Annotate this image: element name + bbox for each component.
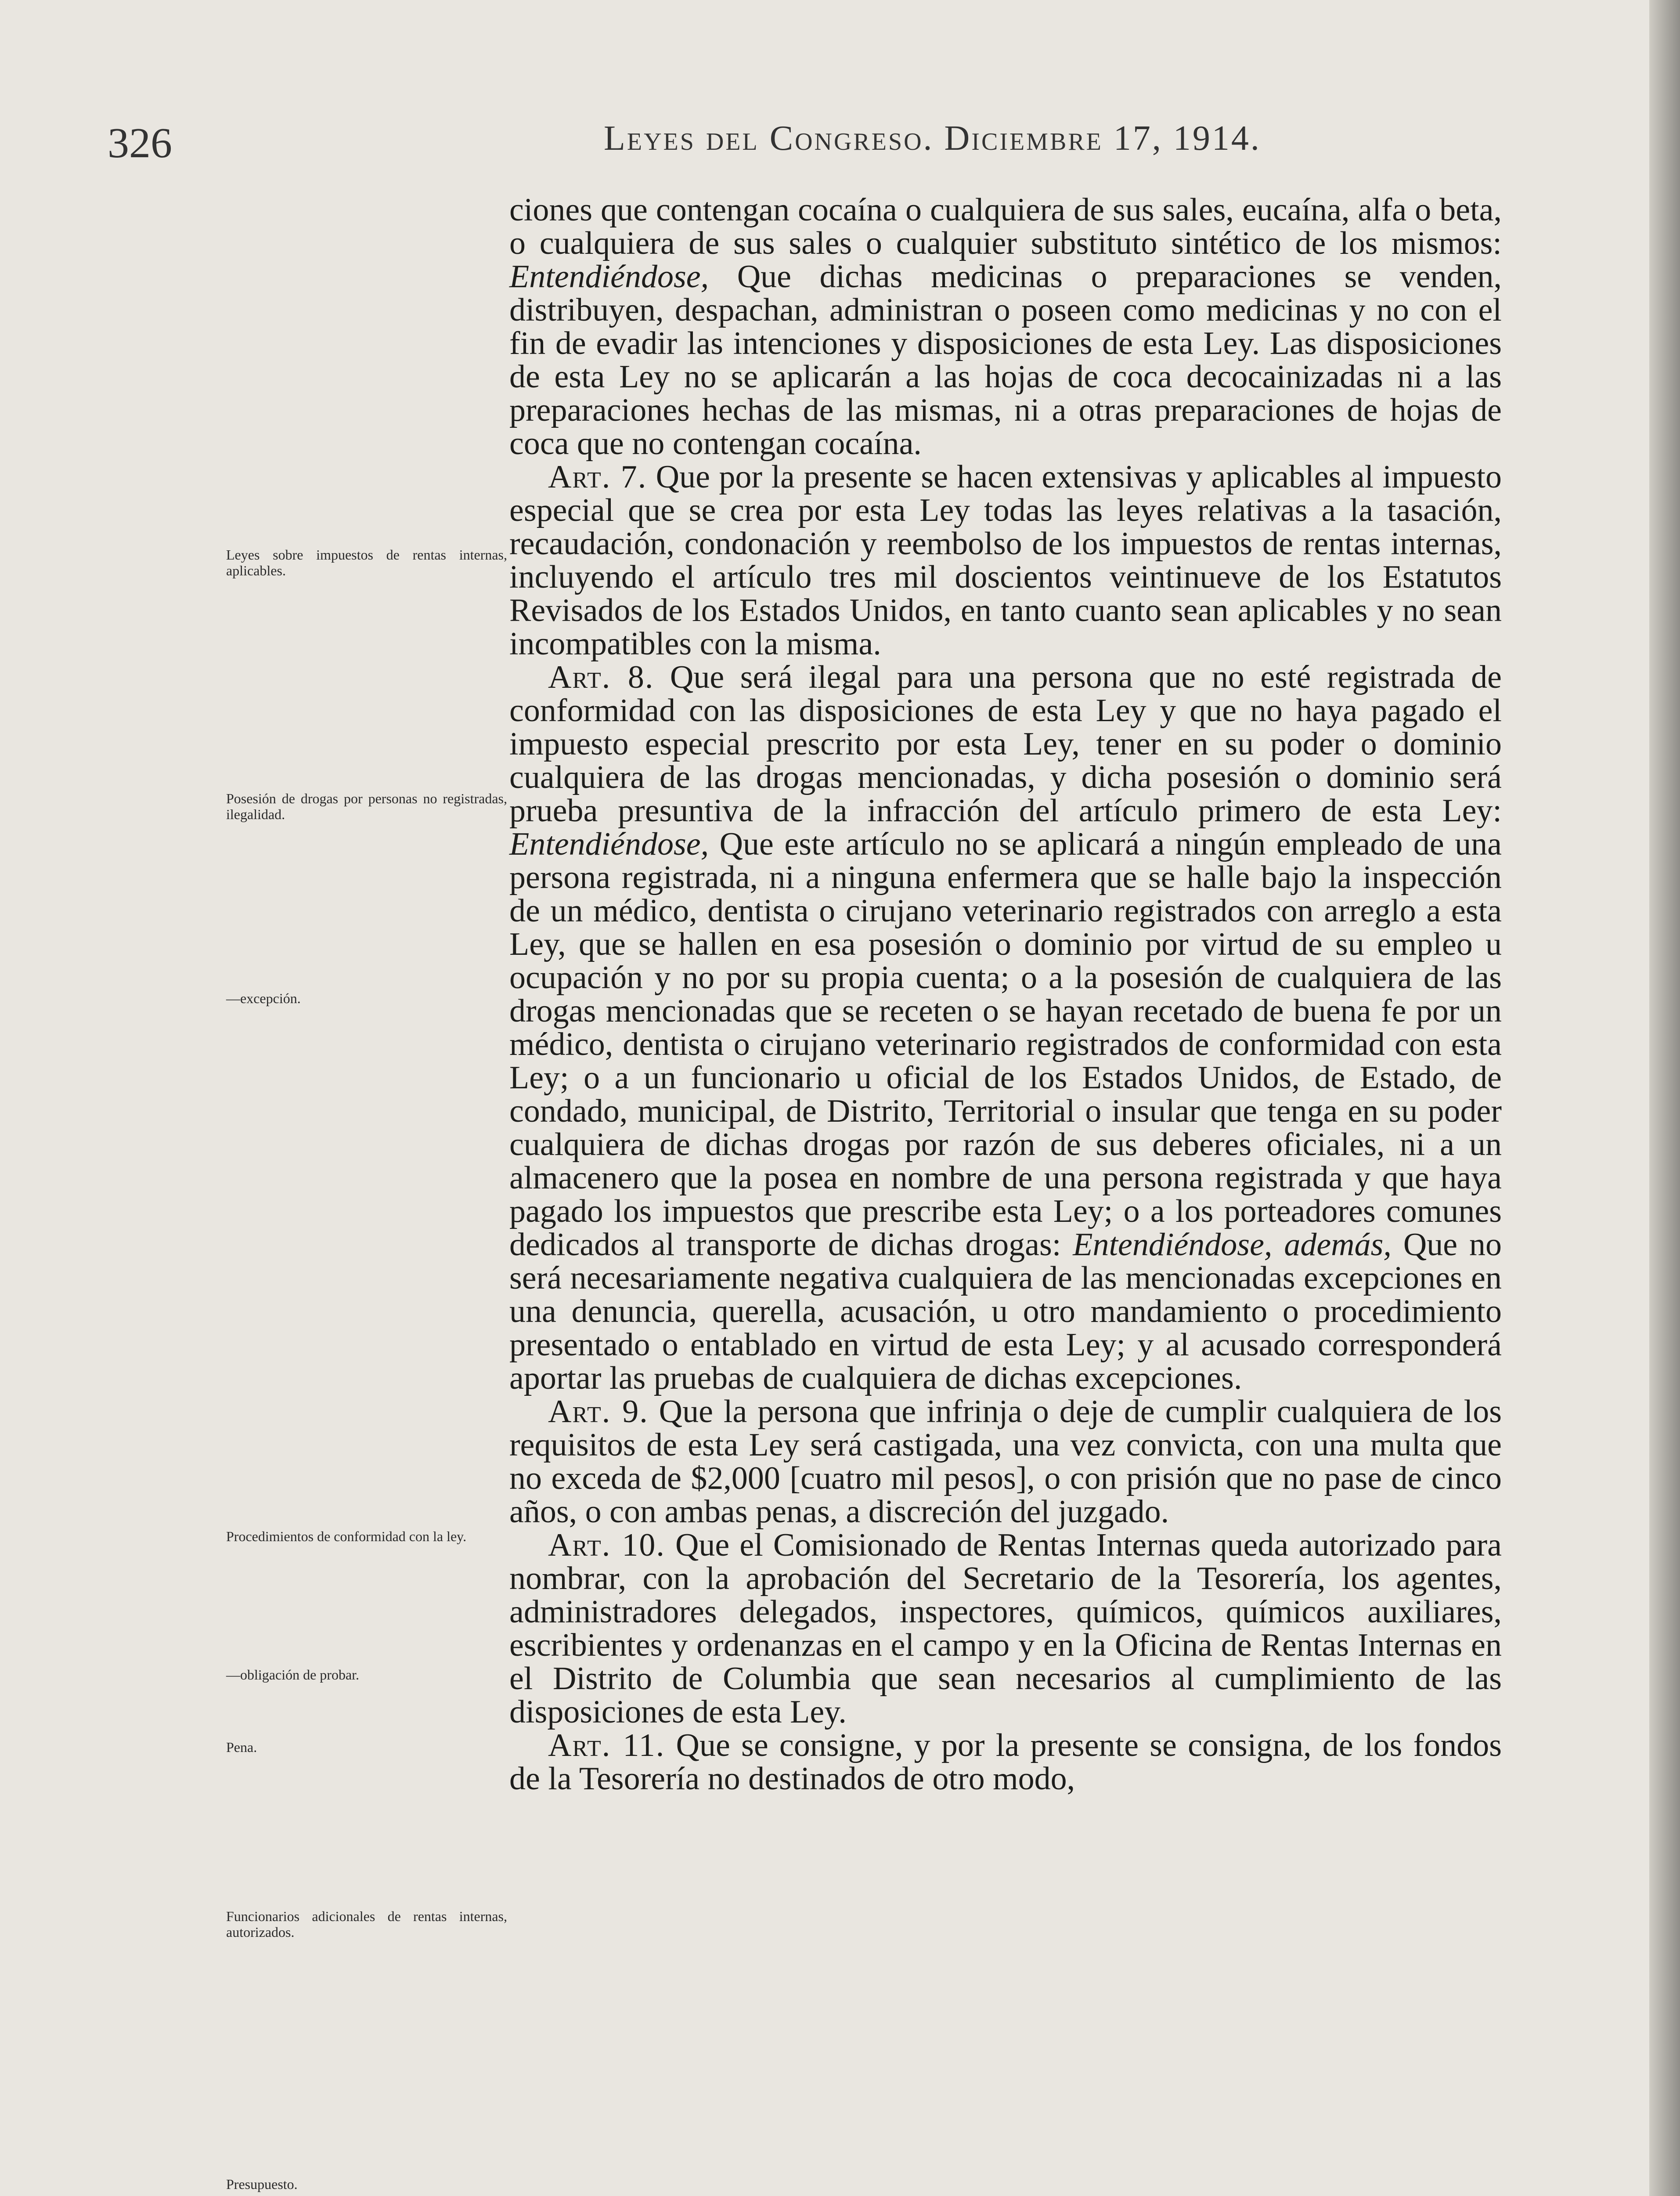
italic-proviso: Entendiéndose, además, <box>1073 1227 1392 1263</box>
article-8 <box>509 661 1502 1395</box>
article-10 <box>509 1528 1502 1729</box>
article-text: Que la persona que infrinja o deje de cumplir cualquiera de los requisitos de esta Ley será castigada, una vez convicta, con una multa que no exceda de $2,000 [cuatro mil pesos], o con prisión que no pase de cinco años, o con ambas penas, a discreción del juzgado. <box>509 1394 1502 1530</box>
article-9 <box>509 1395 1502 1528</box>
italic-proviso: Entendiéndose, <box>509 826 709 862</box>
margin-note-excepcion: —excepción. <box>226 990 301 1006</box>
margin-note-impuestos: Leyes sobre impuestos de rentas internas, aplicables. <box>226 547 507 578</box>
margin-note-obligacion: —obligación de probar. <box>226 1667 360 1683</box>
text-run: ciones que contengan cocaína o cualquiera de sus sales, eucaína, alfa o beta, o cualquiera de sus sales o cualquier substituto sintético de los mismos: <box>509 192 1502 261</box>
article-text: Que el Comisionado de Rentas Internas queda autorizado para nombrar, con la aprobación del Secretario de la Tesorería, los agentes, administradores delegados, inspectores, químicos, químicos auxiliares, escribientes y ordenanzas en el campo y en la Oficina de Rentas Internas en el Distrito de Columbia que sean necesarios al cumplimiento de las disposiciones de esta Ley. <box>509 1527 1502 1730</box>
article-label: Art. 11. <box>548 1727 665 1763</box>
italic-proviso: Entendiéndose, <box>509 259 709 295</box>
page-number: 326 <box>108 119 172 167</box>
running-head: Leyes del Congreso. Diciembre 17, 1914. <box>604 119 1261 158</box>
article-7 <box>509 460 1502 661</box>
article-label: Art. 10. <box>548 1527 665 1563</box>
body-text <box>509 193 1502 1795</box>
margin-note-procedimientos: Procedimientos de conformidad con la ley. <box>226 1528 467 1544</box>
article-text: Que no será necesariamente negativa cualquiera de las mencionadas excepciones en una denuncia, querella, acusación, u otro mandamiento o procedimiento presentado o entablado en virtud de esta Ley; y al acusado corresponderá aportar las pruebas de cualquiera de dichas excepciones. <box>509 1227 1502 1396</box>
text-run: Que dichas medicinas o preparaciones se venden, distribuyen, despachan, administran o poseen como medicinas y no con el fin de evadir las intenciones y disposiciones de esta Ley. Las disposiciones de esta Ley no se aplicarán a las hojas de coca decocainizadas ni a las preparaciones hechas de las mismas, ni a otras preparaciones de hojas de coca que no contengan cocaína. <box>509 259 1502 462</box>
margin-note-pena: Pena. <box>226 1739 257 1755</box>
article-label: Art. 8. <box>548 659 654 695</box>
article-11 <box>509 1729 1502 1795</box>
page-header <box>108 119 1486 171</box>
article-text: Que por la presente se hacen extensivas y aplicables al impuesto especial que se crea por esta Ley todas las leyes relativas a la tasación, recaudación, condonación y reembolso de los impuestos de rentas internas, incluyendo el artículo tres mil doscientos veintinueve de los Estatutos Revisados de los Estados Unidos, en tanto cuanto sean aplicables y no sean incompatibles con la misma. <box>509 459 1502 662</box>
margin-note-presupuesto: Presupuesto. <box>226 2176 298 2192</box>
article-text: Que se consigne, y por la presente se consigna, de los fondos de la Tesorería no destinados de otro modo, <box>509 1727 1502 1797</box>
margin-note-funcionarios: Funcionarios adicionales de rentas internas, autorizados. <box>226 1908 507 1940</box>
margin-note-posesion: Posesión de drogas por personas no registradas, ilegalidad. <box>226 791 507 822</box>
article-label: Art. 7. <box>548 459 647 495</box>
page-edge-shadow <box>1649 0 1680 2196</box>
article-label: Art. 9. <box>548 1394 649 1430</box>
paragraph-continuation <box>509 193 1502 460</box>
article-text: Que será ilegal para una persona que no esté registrada de conformidad con las disposiciones de esta Ley y que no haya pagado el impuesto especial prescrito por esta Ley, tener en su poder o dominio cualquiera de las drogas mencionadas, y dicha posesión o dominio será prueba presuntiva de la infracción del artículo primero de esta Ley: <box>509 659 1502 829</box>
article-text: Que este artículo no se aplicará a ningún empleado de una persona registrada, ni a ninguna enfermera que se halle bajo la inspección de un médico, dentista o cirujano veterinario registrados con arreglo a esta Ley, que se hallen en esa posesión o dominio por virtud de su empleo u ocupación y no por su propia cuenta; o a la posesión de cualquiera de las drogas mencionadas que se receten o se hayan recetado de buena fe por un médico, dentista o cirujano veterinario registrados de conformidad con esta Ley; o a un funcionario u oficial de los Estados Unidos, de Estado, de condado, municipal, de Distrito, Territorial o insular que tenga en su poder cualquiera de dichas drogas por razón de sus deberes oficiales, ni a un almacenero que la posea en nombre de una persona registrada y que haya pagado los impuestos que prescribe esta Ley; o a los porteadores comunes dedicados al transporte de dichas drogas: <box>509 826 1502 1263</box>
